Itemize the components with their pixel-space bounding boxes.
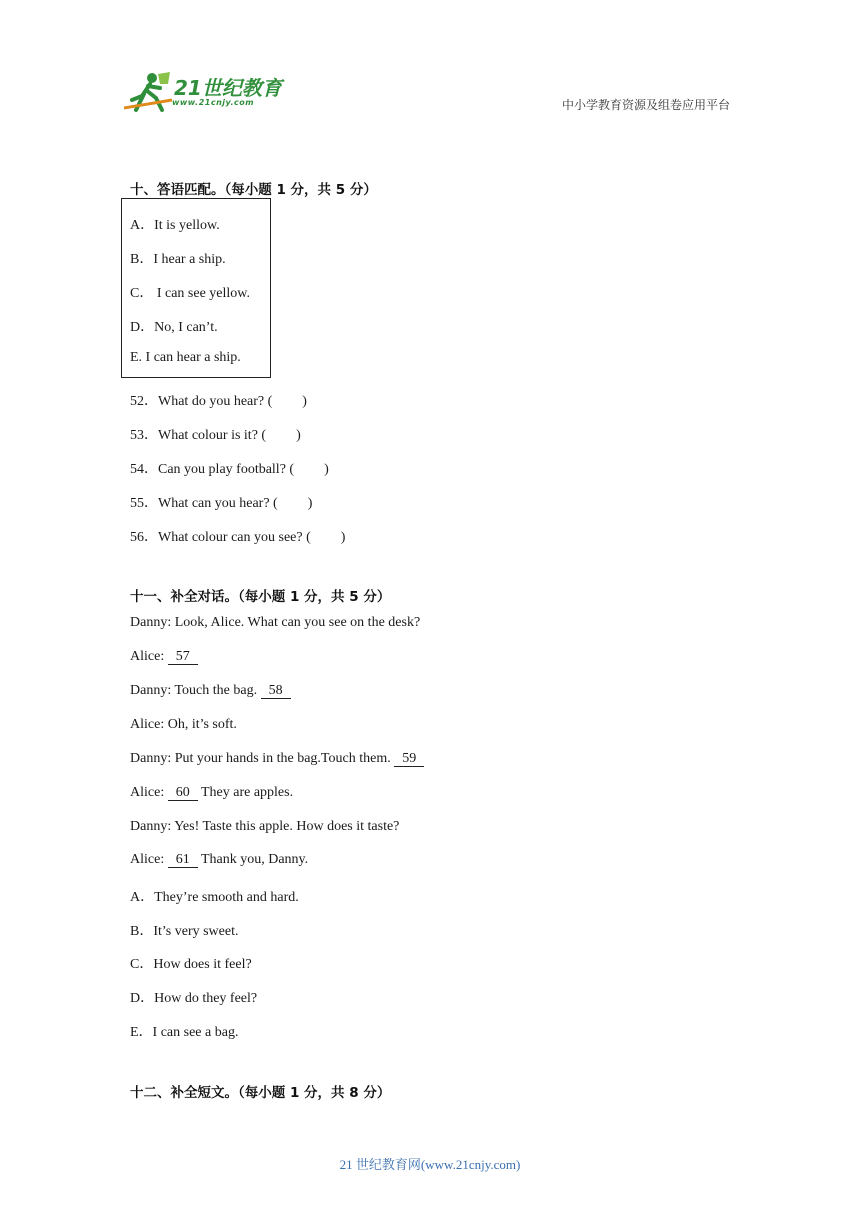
dialogue-line: Danny: Yes! Taste this apple. How does it taste? — [130, 819, 400, 834]
dialogue-line: Danny: Touch the bag. 58 — [130, 683, 291, 699]
option-item: D．No, I can’t. — [130, 320, 218, 335]
answer-option: A．They’re smooth and hard. — [130, 890, 299, 905]
option-item: E. I can hear a ship. — [130, 350, 241, 365]
dialogue-line: Alice: 61 Thank you, Danny. — [130, 852, 309, 867]
platform-label: 中小学教育资源及组卷应用平台 — [561, 98, 730, 112]
answer-option: D．How do they feel? — [130, 991, 258, 1006]
answer-option: B．It’s very sweet. — [130, 924, 239, 939]
question-54: 54．Can you play football? ( ) — [130, 462, 329, 477]
logo-text: 21世纪教育 — [174, 76, 282, 100]
dialogue-line: Alice: Oh, it’s soft. — [130, 717, 237, 732]
option-item: A．It is yellow. — [130, 218, 220, 233]
question-55: 55．What can you hear? ( ) — [130, 496, 313, 511]
section-12-title: 十二、补全短文。（每小题 1 分，共 8 分） — [130, 1085, 391, 1101]
question-53: 53．What colour is it? ( ) — [130, 428, 301, 443]
blank-58: 58 — [261, 684, 291, 699]
section-10-title: 十、答语匹配。（每小题 1 分，共 5 分） — [130, 182, 377, 198]
option-item: B．I hear a ship. — [130, 252, 226, 267]
blank-60: 60 — [168, 786, 198, 801]
question-52: 52．What do you hear? ( ) — [130, 394, 307, 409]
option-item: C． I can see yellow. — [130, 286, 250, 301]
answer-option: C．How does it feel? — [130, 957, 252, 972]
blank-57: 57 — [168, 650, 198, 665]
runner-logo-icon — [122, 70, 174, 114]
logo-url: www.21cnjy.com — [172, 98, 255, 107]
footer-link[interactable]: 21 世纪教育网(www.21cnjy.com) — [339, 1157, 521, 1172]
dialogue-line: Alice: 60 They are apples. — [130, 785, 294, 800]
dialogue-line: Danny: Put your hands in the bag.Touch them. 59 — [130, 751, 424, 767]
section-11-title: 十一、补全对话。（每小题 1 分，共 5 分） — [130, 589, 391, 605]
blank-61: 61 — [168, 853, 198, 868]
question-56: 56．What colour can you see? ( ) — [130, 530, 346, 545]
dialogue-line: Danny: Look, Alice. What can you see on the desk? — [130, 615, 421, 630]
blank-59: 59 — [394, 752, 424, 767]
site-logo — [122, 70, 292, 114]
dialogue-line: Alice: 57 — [130, 649, 198, 665]
answer-option: E．I can see a bag. — [130, 1025, 239, 1040]
